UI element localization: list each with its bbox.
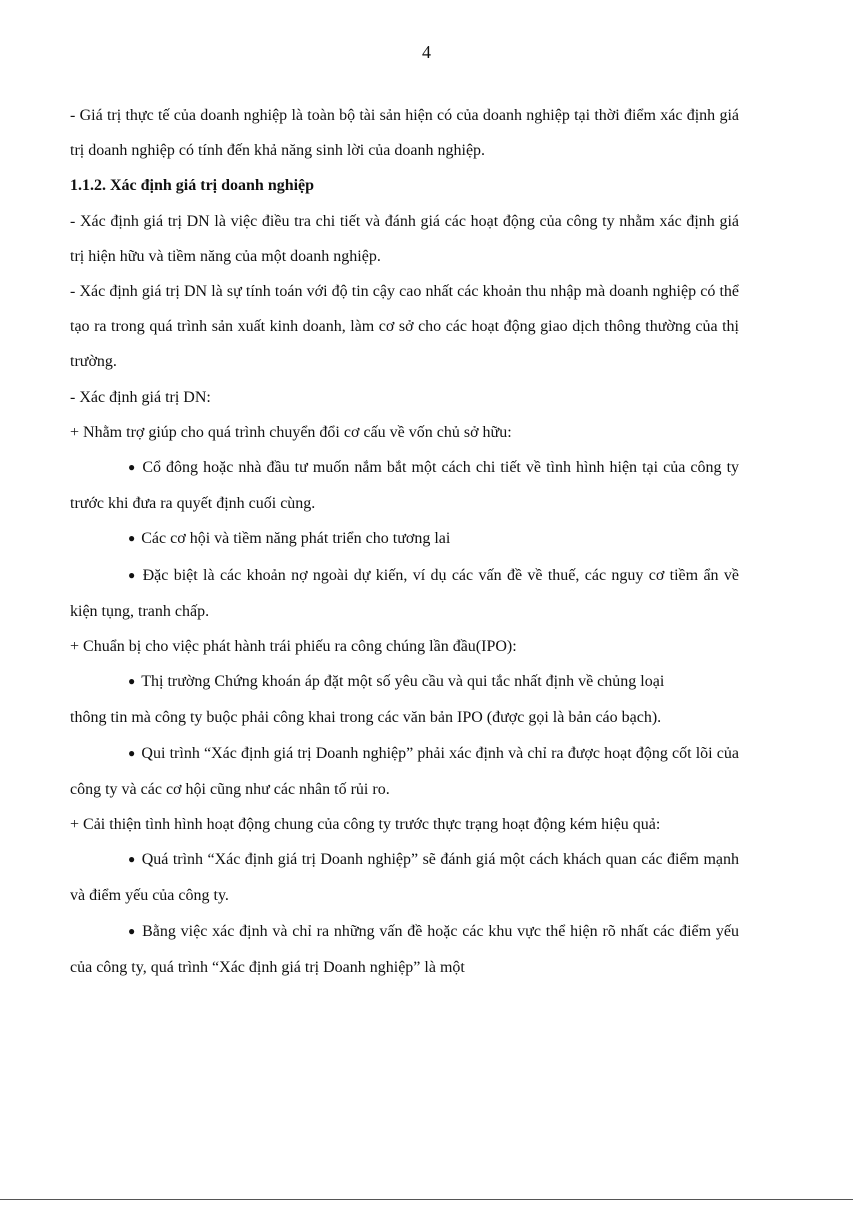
body-paragraph: + Nhằm trợ giúp cho quá trình chuyển đổi cơ cấu về vốn chủ sở hữu: xyxy=(70,423,512,441)
bullet-text: Bằng việc xác định và chỉ ra những vấn đề hoặc các khu vực thể hiện rõ nhất các điểm yếu của công ty, quá trình “Xác định giá trị Doanh nghiệp” là một xyxy=(70,922,739,976)
bullet-icon: ● xyxy=(128,923,137,938)
body-paragraph: - Xác định giá trị DN là sự tính toán với độ tin cậy cao nhất các khoản thu nhập mà doanh nghiệp có thể tạo ra trong quá trình sản xuất kinh doanh, làm cơ sở cho các hoạt động giao dịch thông thường của thị trường. xyxy=(70,283,739,371)
body-paragraph: + Cải thiện tình hình hoạt động chung của công ty trước thực trạng hoạt động kém hiệu quả: xyxy=(70,816,661,834)
bullet-icon: ● xyxy=(128,460,137,475)
bullet-text: Các cơ hội và tiềm năng phát triển cho tương lai xyxy=(141,530,451,548)
bullet-icon: ● xyxy=(128,745,136,760)
bullet-text: Quá trình “Xác định giá trị Doanh nghiệp” sẽ đánh giá một cách khách quan các điểm mạnh và điểm yếu của công ty. xyxy=(70,851,739,905)
section-heading: 1.1.2. Xác định giá trị doanh nghiệp xyxy=(70,177,315,195)
page-bottom-divider xyxy=(0,1199,853,1200)
bullet-paragraph xyxy=(70,521,739,557)
page-number: 4 xyxy=(422,42,431,62)
bullet-paragraph xyxy=(70,736,739,807)
bullet-text: Đặc biệt là các khoản nợ ngoài dự kiến, ví dụ các vấn đề về thuế, các nguy cơ tiềm ẩn về kiện tụng, tranh chấp. xyxy=(70,566,740,620)
document-body xyxy=(70,98,739,985)
bullet-paragraph xyxy=(70,450,739,521)
body-paragraph: thông tin mà công ty buộc phải công khai trong các văn bản IPO (được gọi là bản cáo bạch). xyxy=(70,709,662,727)
bullet-icon: ● xyxy=(128,531,136,546)
body-paragraph: - Giá trị thực tế của doanh nghiệp là toàn bộ tài sản hiện có của doanh nghiệp tại thời điểm xác định giá trị doanh nghiệp có tính đến khả năng sinh lời của doanh nghiệp. xyxy=(70,107,739,160)
bullet-text: Cổ đông hoặc nhà đầu tư muốn nắm bắt một cách chi tiết về tình hình hiện tại của công ty trước khi đưa ra quyết định cuối cùng. xyxy=(70,459,740,513)
bullet-icon: ● xyxy=(128,674,136,689)
bullet-paragraph xyxy=(70,664,739,700)
body-paragraph: - Xác định giá trị DN là việc điều tra chi tiết và đánh giá các hoạt động của công ty nhằm xác định giá trị hiện hữu và tiềm năng của một doanh nghiệp. xyxy=(70,212,739,265)
bullet-icon: ● xyxy=(128,567,137,582)
body-paragraph: - Xác định giá trị DN: xyxy=(70,388,211,406)
bullet-icon: ● xyxy=(128,852,136,867)
bullet-paragraph xyxy=(70,558,739,629)
bullet-paragraph xyxy=(70,842,739,913)
bullet-text: Thị trường Chứng khoán áp đặt một số yêu cầu và qui tắc nhất định về chủng loại xyxy=(141,673,665,691)
bullet-paragraph xyxy=(70,914,739,985)
body-paragraph: + Chuẩn bị cho việc phát hành trái phiếu ra công chúng lần đầu(IPO): xyxy=(70,638,517,656)
bullet-text: Qui trình “Xác định giá trị Doanh nghiệp” phải xác định và chỉ ra được hoạt động cốt lõi của công ty và các cơ hội cũng như các nhân tố rủi ro. xyxy=(70,744,739,798)
